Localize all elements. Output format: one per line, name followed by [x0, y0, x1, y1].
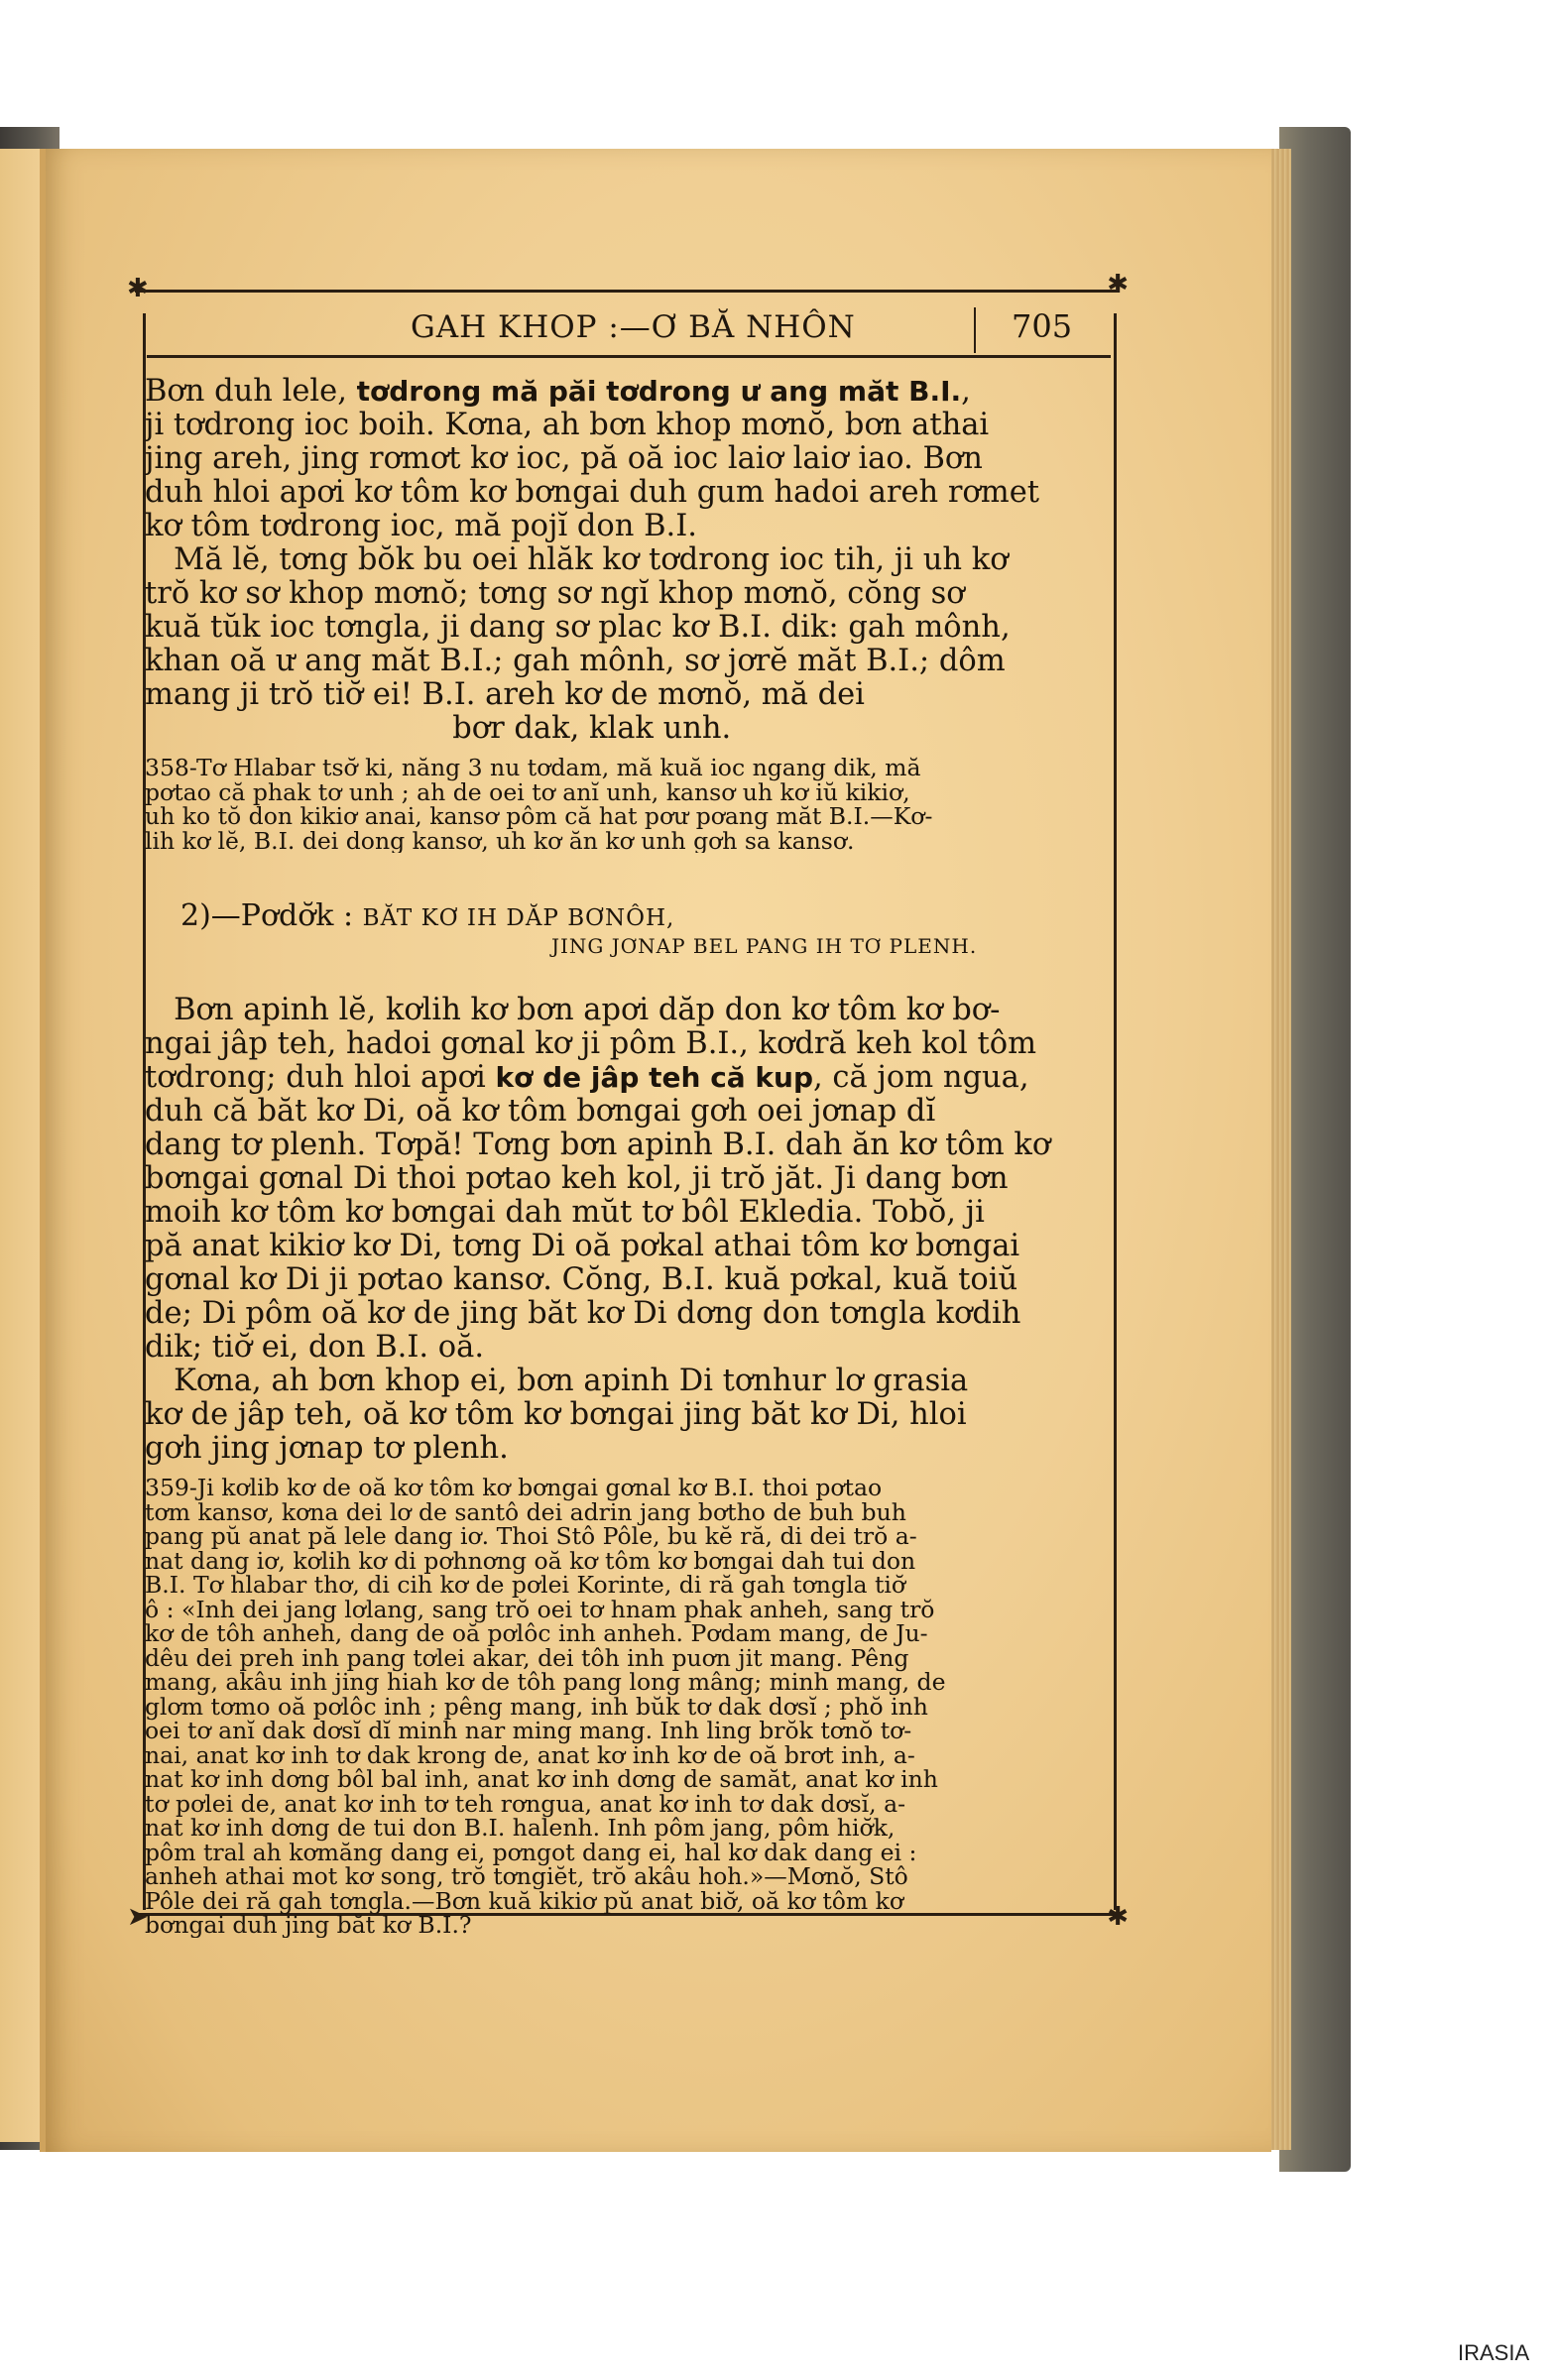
- text-segment: kơ tôm tơdrong ioc, mă pojĭ don B.I.: [145, 509, 697, 543]
- watermark: IRASIA: [1458, 2340, 1530, 2365]
- text-segment: dang tơ plenh. Tơpă! Tơng bơn apinh B.I. dah ăn kơ tôm kơ: [145, 1128, 1051, 1162]
- running-header: [147, 303, 1111, 358]
- text-line: [145, 442, 1105, 476]
- text-segment: gơnal kơ Di ji pơtao kansơ. Cŏng, B.I. kuă pơkal, kuă toiŭ: [145, 1262, 1018, 1297]
- text-segment: Mă lĕ, tơng bŏk bu oei hlăk kơ tơdrong ioc tih, ji uh kơ: [145, 542, 1009, 577]
- footnote-line: mang, akâu inh jing hiah kơ de tôh pang long mâng; minh mang, de: [145, 1668, 946, 1696]
- footnote-358: [145, 756, 1105, 853]
- text-segment: duh că băt kơ Di, oă kơ tôm bơngai gơh oei jơnap dĭ: [145, 1094, 936, 1129]
- text-line: [145, 1129, 1105, 1162]
- footnote-line: nat dang iơ, kơlih kơ di pơhnơng oă kơ tôm kơ bơngai dah tui don: [145, 1546, 916, 1575]
- text-line: [145, 678, 1105, 712]
- text-segment: moih kơ tôm kơ bơngai dah mŭt tơ bôl Ekledia. Tobŏ, ji: [145, 1195, 985, 1230]
- text-line: [145, 994, 1105, 1027]
- footnote-line: glơm tơmo oă pơlôc inh ; pêng mang, inh bŭk tơ dak dơsĭ ; phŏ inh: [145, 1692, 928, 1721]
- text-segment: Bơn duh lele,: [145, 375, 357, 409]
- corner-ornament-icon: ✱: [1107, 1902, 1129, 1932]
- text-segment: kơ de jâp teh, oă kơ tôm kơ bơngai jing băt kơ Di, hloi: [145, 1397, 967, 1432]
- footnote-line: dêu dei preh inh pang tơlei akar, dei tôh inh puơn jit mang. Pêng: [145, 1643, 909, 1672]
- bold-phrase: tơdrong mă păi tơdrong ư ang măt B.I.: [356, 375, 962, 408]
- text-line: [145, 1162, 1105, 1196]
- footnote-line: tơm kansơ, kơna dei lơ de santô dei adrin jang bơtho de buh buh: [145, 1497, 906, 1526]
- text-line: [145, 1398, 1105, 1432]
- text-line: [145, 1027, 1105, 1061]
- text-line: [145, 1095, 1105, 1129]
- text-segment: kuă tŭk ioc tơngla, ji dang sơ plac kơ B.I. dik: gah mônh,: [145, 610, 1011, 645]
- text-segment: bơngai gơnal Di thoi pơtao keh kol, ji trŏ jăt. Ji dang bơn: [145, 1161, 1009, 1196]
- text-line: [145, 1196, 1105, 1230]
- footnote-line: nai, anat kơ inh tơ dak krong de, anat kơ inh kơ de oă brơt inh, a-: [145, 1740, 915, 1769]
- footnote-line: Pôle dei ră gah tơngla.—Bơn kuă kikiơ pŭ anat biơ̆, oă kơ tôm kơ: [145, 1886, 904, 1915]
- text-line: [145, 476, 1105, 510]
- text-segment: Bơn apinh lĕ, kơlih kơ bơn apơi dăp don kơ tôm kơ bơ-: [145, 994, 1001, 1027]
- footnote-line: anheh athai mot kơ song, trŏ tơngiĕt, trŏ akâu hoh.»—Mơnŏ, Stô: [145, 1862, 908, 1890]
- bold-phrase: kơ de jâp teh că kup: [495, 1061, 814, 1094]
- text-line: [145, 611, 1105, 645]
- footnote-line: pơtao că phak tơ unh ; ah de oei tơ anĭ unh, kansơ uh kơ iŭ kikiơ,: [145, 777, 910, 806]
- text-segment: , că jom ngua,: [813, 1060, 1029, 1095]
- text-segment: jing areh, jing rơmơt kơ ioc, pă oă ioc laiơ laiơ iao. Bơn: [145, 441, 983, 476]
- text-segment: ngai jâp teh, hadoi gơnal kơ ji pôm B.I., kơdră keh kol tôm: [145, 1026, 1037, 1061]
- text-segment: gơh jing jơnap tơ plenh.: [145, 1431, 509, 1466]
- running-title: GAH KHOP :—Ơ BĂ NHÔN: [411, 309, 856, 345]
- text-line: [145, 712, 1105, 746]
- text-line: [145, 645, 1105, 678]
- footnote-line: nat kơ inh dơng bôl bal inh, anat kơ inh dơng de samăt, anat kơ inh: [145, 1765, 938, 1793]
- text-segment: Kơna, ah bơn khop ei, bơn apinh Di tơnhur lơ grasia: [145, 1364, 969, 1398]
- text-line: [145, 1432, 1105, 1466]
- text-line: [145, 543, 1105, 577]
- text-segment: ji tơdrong ioc boih. Kơna, ah bơn khop mơnŏ, bơn athai: [145, 408, 990, 442]
- text-segment: dik; tiơ̆ ei, don B.I. oă.: [145, 1330, 485, 1365]
- corner-ornament-icon: ➤: [127, 1902, 149, 1932]
- text-segment: de; Di pôm oă kơ de jing băt kơ Di dơng don tơngla kơdih: [145, 1296, 1021, 1331]
- text-line: [145, 1365, 1105, 1398]
- footnote-line: kơ de tôh anheh, dang de oă pơlôc inh anheh. Pơdam mang, de Ju-: [145, 1619, 928, 1647]
- frame-right-rule: [1114, 313, 1117, 1910]
- section-title-line2: JING JƠNAP BEL PANG IH TƠ PLENH.: [551, 934, 978, 958]
- section-heading: [145, 898, 1105, 966]
- text-segment: pă anat kikiơ kơ Di, tơng Di oă pơkal athai tôm kơ bơngai: [145, 1229, 1020, 1263]
- text-line: [145, 375, 1105, 409]
- body-text-mid: [145, 994, 1105, 1466]
- text-line: [145, 409, 1105, 442]
- section-title-line1: BĂT KƠ IH DĂP BƠNÔH,: [362, 905, 675, 931]
- frame-top-rule: [135, 290, 1117, 293]
- footnote-line: 358-Tơ Hlabar tsơ̆ ki, năng 3 nu tơdam, mă kuă ioc ngang dik, mă: [145, 756, 921, 781]
- footnote-line: B.I. Tơ hlabar thơ, di cih kơ de pơlei Korinte, di ră gah tơngla tiơ̆: [145, 1571, 906, 1599]
- header-divider: [974, 307, 976, 353]
- text-segment: bơr dak, klak unh.: [145, 711, 732, 746]
- footnote-line: nat kơ inh dơng de tui don B.I. halenh. Inh pôm jang, pôm hiơ̆k,: [145, 1814, 896, 1842]
- footnote-359: [145, 1476, 1105, 1938]
- text-line: [145, 1061, 1105, 1095]
- footnote-line: 359-Ji kơlib kơ de oă kơ tôm kơ bơngai gơnal kơ B.I. thoi pơtao: [145, 1476, 883, 1501]
- footnote-line: bơngai duh jing băt kơ B.I.?: [145, 1911, 472, 1938]
- page-number: 705: [1012, 307, 1073, 345]
- footnote-line: pang pŭ anat pă lele dang iơ. Thoi Stô Pôle, bu kĕ ră, di dei trŏ a-: [145, 1522, 917, 1550]
- text-segment: mang ji trŏ tiơ̆ ei! B.I. areh kơ de mơnŏ, mă dei: [145, 677, 865, 712]
- text-line: [145, 1297, 1105, 1331]
- section-number: 2)—Pơdơ̆k :: [180, 898, 363, 933]
- text-segment: khan oă ư ang măt B.I.; gah mônh, sơ jơrĕ măt B.I.; dôm: [145, 644, 1006, 678]
- text-segment: trŏ kơ sơ khop mơnŏ; tơng sơ ngĭ khop mơnŏ, cŏng sơ: [145, 576, 965, 611]
- footnote-line: tơ pơlei de, anat kơ inh tơ teh rơngua, anat kơ inh tơ dak dơsĭ, a-: [145, 1789, 906, 1818]
- body-text-top: [145, 375, 1105, 746]
- corner-ornament-icon: ✱: [127, 274, 149, 303]
- corner-ornament-icon: ✱: [1107, 270, 1129, 299]
- text-line: [145, 1331, 1105, 1365]
- text-line: [145, 510, 1105, 543]
- footnote-line: lih kơ lĕ, B.I. dei dong kansơ, uh kơ ăn kơ unh gơh sa kansơ.: [145, 826, 855, 853]
- text-segment: tơdrong; duh hloi apơi: [145, 1060, 496, 1095]
- text-segment: duh hloi apơi kơ tôm kơ bơngai duh gum hadoi areh rơmet: [145, 475, 1040, 510]
- footnote-line: uh ko tŏ don kikiơ anai, kansơ pôm că hat pơư pơang măt B.I.—Kơ-: [145, 802, 933, 830]
- text-line: [145, 1230, 1105, 1263]
- footnote-line: pôm tral ah kơmăng dang ei, pơngot dang ei, hal kơ dak dang ei :: [145, 1838, 917, 1866]
- text-line: [145, 1263, 1105, 1297]
- text-line: [145, 577, 1105, 611]
- footnote-line: oei tơ anĭ dak dơsĭ dĭ minh nar ming mang. Inh ling brŏk tơnŏ tơ-: [145, 1717, 912, 1744]
- footnote-line: ô : «Inh dei jang lơlang, sang trŏ oei tơ hnam phak anheh, sang trŏ: [145, 1595, 935, 1623]
- text-segment: ,: [961, 375, 971, 409]
